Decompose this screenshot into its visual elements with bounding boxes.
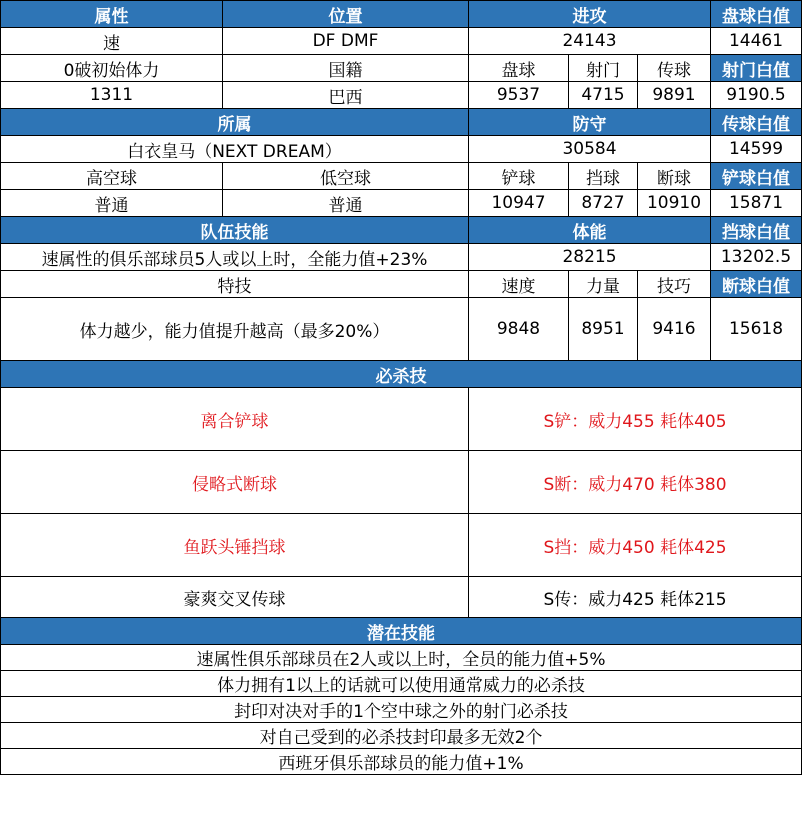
low-ball-value: 普通 (223, 190, 469, 217)
position-header: 位置 (223, 1, 469, 28)
hissatsu-name: 离合铲球 (1, 388, 469, 451)
pass-white-header: 传球白值 (711, 109, 802, 136)
team-skill-header: 队伍技能 (1, 217, 469, 244)
technique-label: 技巧 (638, 271, 711, 298)
latent-row (1, 697, 802, 723)
latent-skill: 对自己受到的必杀技封印最多无效2个 (1, 723, 802, 749)
stamina-value: 1311 (1, 82, 223, 109)
power-label: 力量 (569, 271, 638, 298)
stats-row-2 (1, 190, 802, 217)
hissatsu-detail: S挡：威力450 耗体425 (469, 514, 802, 577)
block-white-value: 13202.5 (711, 244, 802, 271)
attr-row (1, 28, 802, 55)
latent-row (1, 749, 802, 775)
power-value: 8951 (569, 298, 638, 361)
block-value: 8727 (569, 190, 638, 217)
tackle-white-header: 铲球白值 (711, 163, 802, 190)
block-label: 挡球 (569, 163, 638, 190)
hissatsu-row (1, 451, 802, 514)
team-skill-value: 速属性的俱乐部球员5人或以上时，全能力值+23% (1, 244, 469, 271)
shoot-white-header: 射门白值 (711, 55, 802, 82)
hissatsu-row (1, 388, 802, 451)
intercept-label: 断球 (638, 163, 711, 190)
high-ball-value: 普通 (1, 190, 223, 217)
header-row-4 (1, 163, 802, 190)
latent-skill: 体力拥有1以上的话就可以使用通常威力的必杀技 (1, 671, 802, 697)
shoot-white-value: 9190.5 (711, 82, 802, 109)
team-value: 白衣皇马（NEXT DREAM） (1, 136, 469, 163)
special-value: 体力越少，能力值提升越高（最多20%） (1, 298, 469, 361)
speed-label: 速度 (469, 271, 569, 298)
team-row (1, 136, 802, 163)
header-row-1 (1, 1, 802, 28)
shoot-value: 4715 (569, 82, 638, 109)
hissatsu-name: 侵略式断球 (1, 451, 469, 514)
stats-row-1 (1, 82, 802, 109)
latent-skill: 速属性俱乐部球员在2人或以上时，全员的能力值+5% (1, 645, 802, 671)
hissatsu-detail: S断：威力470 耗体380 (469, 451, 802, 514)
latent-title: 潜在技能 (1, 618, 802, 645)
stamina-label: 0破初始体力 (1, 55, 223, 82)
block-white-header: 挡球白值 (711, 217, 802, 244)
hissatsu-detail: S传：威力425 耗体215 (469, 577, 802, 618)
hissatsu-row (1, 514, 802, 577)
attr-header: 属性 (1, 1, 223, 28)
tackle-label: 铲球 (469, 163, 569, 190)
nationality-label: 国籍 (223, 55, 469, 82)
team-header: 所属 (1, 109, 469, 136)
intercept-value: 10910 (638, 190, 711, 217)
intercept-white-header: 断球白值 (711, 271, 802, 298)
latent-skill: 封印对决对手的1个空中球之外的射门必杀技 (1, 697, 802, 723)
tackle-white-value: 15871 (711, 190, 802, 217)
dribble-white-value: 14461 (711, 28, 802, 55)
hissatsu-title-row (1, 361, 802, 388)
intercept-white-value: 15618 (711, 298, 802, 361)
header-row-3 (1, 109, 802, 136)
defense-value: 30584 (469, 136, 711, 163)
low-ball-label: 低空球 (223, 163, 469, 190)
hissatsu-name: 豪爽交叉传球 (1, 577, 469, 618)
hissatsu-title: 必杀技 (1, 361, 802, 388)
shoot-label: 射门 (569, 55, 638, 82)
defense-header: 防守 (469, 109, 711, 136)
high-ball-label: 高空球 (1, 163, 223, 190)
special-row (1, 298, 802, 361)
position-value: DF DMF (223, 28, 469, 55)
pass-white-value: 14599 (711, 136, 802, 163)
attack-value: 24143 (469, 28, 711, 55)
dribble-value: 9537 (469, 82, 569, 109)
dribble-label: 盘球 (469, 55, 569, 82)
tackle-value: 10947 (469, 190, 569, 217)
attack-header: 进攻 (469, 1, 711, 28)
physical-value: 28215 (469, 244, 711, 271)
hissatsu-row (1, 577, 802, 618)
dribble-white-header: 盘球白值 (711, 1, 802, 28)
pass-label: 传球 (638, 55, 711, 82)
latent-row (1, 671, 802, 697)
header-row-5 (1, 217, 802, 244)
technique-value: 9416 (638, 298, 711, 361)
hissatsu-detail: S铲：威力455 耗体405 (469, 388, 802, 451)
header-row-6 (1, 271, 802, 298)
latent-title-row (1, 618, 802, 645)
element-value: 速 (1, 28, 223, 55)
team-skill-row (1, 244, 802, 271)
nationality-value: 巴西 (223, 82, 469, 109)
hissatsu-name: 鱼跃头锤挡球 (1, 514, 469, 577)
latent-skill: 西班牙俱乐部球员的能力值+1% (1, 749, 802, 775)
physical-header: 体能 (469, 217, 711, 244)
header-row-2 (1, 55, 802, 82)
pass-value: 9891 (638, 82, 711, 109)
latent-row (1, 645, 802, 671)
special-label: 特技 (1, 271, 469, 298)
latent-row (1, 723, 802, 749)
speed-value: 9848 (469, 298, 569, 361)
